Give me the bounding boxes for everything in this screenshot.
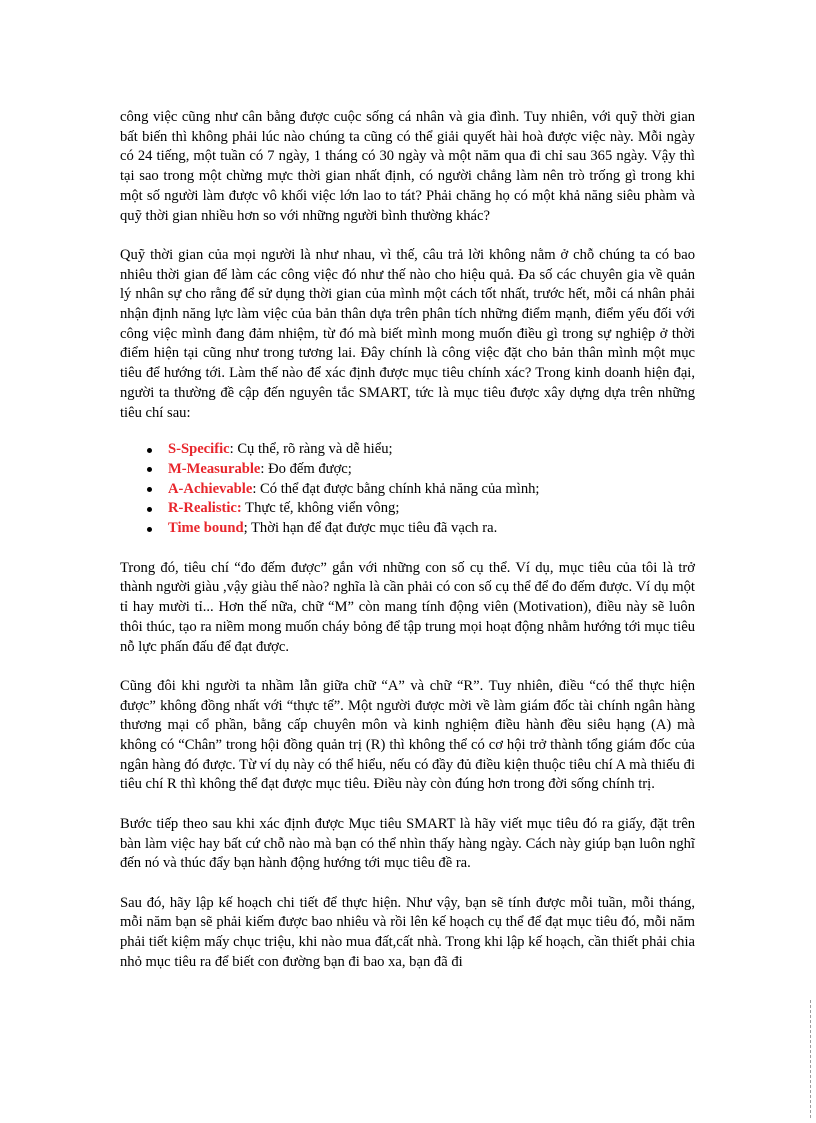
list-item (168, 499, 695, 519)
criterion-desc: : Có thể đạt được bằng chính khả năng của mình; (252, 480, 540, 497)
criterion-term: R-Realistic: (168, 500, 242, 517)
paragraph-measurable: Trong đó, tiêu chí “đo đếm được” gắn với những con số cụ thể. Ví dụ, mục tiêu của tôi là trở thành người giàu ,vậy giàu thế nào? nghĩa là cần phải có con số cụ thể để đo đếm được. Ví dụ một tỉ hay mười tỉ... Hơn thế nữa, chữ “M” còn mang tính động viên (Motivation), điều này sẽ luôn thôi thúc, tạo ra niềm mong muốn cháy bỏng để tập trung mọi hoạt động nhằm hướng tới mục tiêu nỗ lực phấn đấu để đạt được. (120, 559, 695, 655)
criterion-term: A-Achievable (168, 480, 253, 497)
criterion-term: S-Specific (168, 441, 230, 458)
smart-criteria-list (120, 440, 695, 539)
paragraph-intro: công việc cũng như cân bằng được cuộc sống cá nhân và gia đình. Tuy nhiên, với quỹ thời gian bất biến thì không phải lúc nào chúng ta cũng có thể giải quyết hài hoà được việc này. Mỗi ngày có 24 tiếng, một tuần có 7 ngày, 1 tháng có 30 ngày và một năm qua đi chỉ sau 365 ngày. Vậy thì tại sao trong một chừng mực thời gian nhất định, có người chẳng làm nên trò trống gì trong khi một số người làm được vô khối việc lớn lao to tát? Phải chăng họ có một khả năng siêu phàm và quỹ thời gian nhiều hơn so với những người bình thường khác? (120, 109, 695, 224)
criterion-term: M-Measurable (168, 460, 261, 477)
list-item (168, 460, 695, 480)
list-item (168, 440, 695, 460)
paragraph-plan: Sau đó, hãy lập kế hoạch chi tiết để thực hiện. Như vậy, bạn sẽ tính được mỗi tuần, mỗi tháng, mỗi năm bạn sẽ phải kiếm được bao nhiêu và rồi lên kế hoạch cụ thể để đạt mục tiêu đó, mỗi năm phải tiết kiệm mấy chục triệu, khi nào mua đất,cất nhà. Trong khi lập kế hoạch, cần thiết phải chia nhỏ mục tiêu ra để biết con đường bạn đi bao xa, bạn đã đi (120, 894, 695, 970)
criterion-desc: Thực tế, không viển vông; (241, 500, 400, 517)
criterion-desc: : Cụ thể, rõ ràng và dễ hiểu; (229, 441, 393, 458)
list-item (168, 519, 695, 539)
paragraph-write-goal: Bước tiếp theo sau khi xác định được Mục tiêu SMART là hãy viết mục tiêu đó ra giấy, đặt trên bàn làm việc hay bất cứ chỗ nào mà bạn có thể nhìn thấy hàng ngày. Cách này giúp bạn luôn nghĩ đến nó và thúc đẩy bạn hành động hướng tới mục tiêu đề ra. (120, 815, 695, 872)
document-page (120, 108, 695, 992)
criterion-term: Time bound (168, 520, 244, 537)
paragraph-smart-intro: Quỹ thời gian của mọi người là như nhau, vì thế, câu trả lời không nằm ở chỗ chúng ta có bao nhiêu thời gian để làm các công việc đó như thế nào cho hiệu quả. Đa số các chuyên gia về quản lý nhân sự cho rằng để sử dụng thời gian của mình một cách tốt nhất, trước hết, mỗi cá nhân phải nhận định năng lực làm việc của bản thân dựa trên phân tích những điểm mạnh, điểm yếu đối với công việc mình đang đảm nhiệm, từ đó mà biết mình mong muốn điều gì trong sự nghiệp ở thời điểm hiện tại cũng như trong tương lai. Đây chính là công việc đặt cho bản thân mình một mục tiêu để hướng tới. Làm thế nào để xác định được mục tiêu chính xác? Trong kinh doanh hiện đại, người ta thường đề cập đến nguyên tắc SMART, tức là mục tiêu được xây dựng dựa trên những tiêu chí sau: (120, 246, 695, 421)
page-edge-divider (810, 1000, 811, 1118)
list-item (168, 480, 695, 500)
criterion-desc: ; Thời hạn để đạt được mục tiêu đã vạch ra. (243, 520, 498, 537)
criterion-desc: : Đo đếm được; (260, 460, 352, 477)
paragraph-achievable-realistic: Cũng đôi khi người ta nhầm lẫn giữa chữ “A” và chữ “R”. Tuy nhiên, điều “có thể thực hiện được” không đồng nhất với “thực tế”. Một người được mời về làm giám đốc tài chính ngân hàng thương mại cổ phần, bằng cấp chuyên môn và kinh nghiệm điều hành đều siêu hạng (A) mà không có “Chân” trong hội đồng quản trị (R) thì không thể có cơ hội trở thành tổng giám đốc của ngân hàng đó được. Từ ví dụ này có thể hiểu, nếu có đầy đủ điều kiện thuộc tiêu chí A mà thiếu đi tiêu chí R thì không thể đạt được mục tiêu. Điều này còn đúng hơn trong đời sống chính trị. (120, 677, 695, 793)
